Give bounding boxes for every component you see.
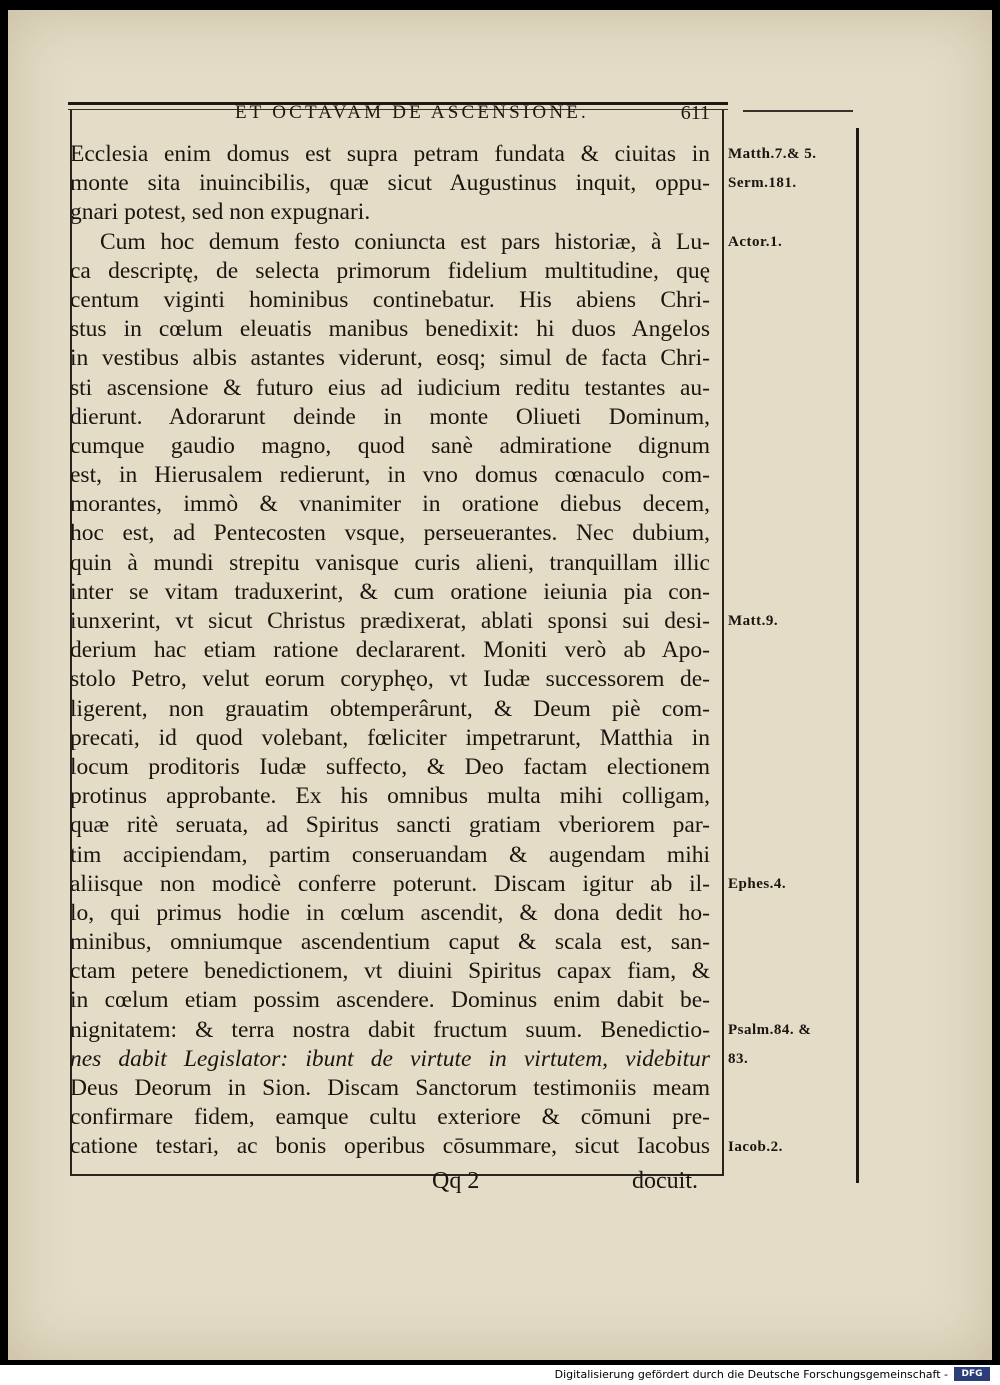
text-line: est, in Hierusalem redierunt, in vno domus cœnaculo com- — [70, 462, 710, 489]
text-line: Cum hoc demum festo coniuncta est pars historiæ, à Lu- — [100, 228, 710, 255]
text-line: lo, qui primus hodie in cœlum ascendit, & dona dedit ho- — [70, 899, 710, 926]
text-line: morantes, immò & vnanimiter in oratione diebus decem, — [70, 491, 710, 518]
text-line: in cœlum etiam possim ascendere. Dominus enim dabit be- — [70, 987, 710, 1014]
signature-mark: Qq 2 — [432, 1168, 480, 1194]
text-line: confirmare fidem, eamque cultu exteriore & cōmuni pre- — [70, 1104, 710, 1131]
right-border-rule — [856, 128, 859, 1183]
text-line: dierunt. Adorarunt deinde in monte Olіueti Dominum, — [70, 403, 710, 430]
marginal-note: Serm.181. — [728, 175, 797, 192]
text-line: derium hac etiam ratione declararent. Moniti verò ab Apo- — [70, 637, 710, 664]
marginal-note: Iacob.2. — [728, 1138, 783, 1155]
text-line: precati, id quod volebant, fœliciter impetrarunt, Matthia in — [70, 724, 710, 751]
text-line: stolo Petro, velut eorum coryphęo, vt Iudæ successorem de- — [70, 666, 710, 693]
inner-column-rule — [722, 110, 724, 1175]
marginal-note: 83. — [728, 1051, 749, 1068]
text-line: in vestibus albis astantes viderunt, eosq; simul de facta Chri- — [70, 345, 710, 372]
marginal-note: Psalm.84. & — [728, 1022, 812, 1038]
marginal-note: Matt.9. — [728, 613, 779, 630]
text-line: monte sita inuincibilis, quæ sicut Augustinus inquit, oppu- — [70, 170, 710, 197]
margin-top-rule — [743, 110, 853, 112]
text-line: minibus, omniumque ascendentium caput & scala est, san- — [70, 929, 710, 956]
text-line: quæ ritè seruata, ad Spiritus sancti gratiam vberiorem par- — [70, 812, 710, 839]
text-line: ligerent, non grauatim obtemperârunt, & Deum piè com- — [70, 695, 710, 722]
running-head: ET OCTAVAM DE ASCENSIONE. — [234, 102, 589, 123]
marginal-note: Ephes.4. — [728, 876, 787, 892]
text-line: tim accipiendam, partim conseruandam & augendam mihi — [70, 841, 710, 868]
text-line: locum proditoris Iudæ suffecto, & Deo factam electionem — [70, 753, 710, 780]
footer-bar — [0, 1365, 1000, 1385]
text-line: ca descriptę, de selecta primorum fidelium multitudine, quę — [70, 257, 710, 284]
text-line: nignitatem: & terra nostra dabit fructum suum. Benedictio- — [70, 1016, 710, 1043]
text-line: cumque gaudio magno, quod sanè admiratione dignum — [70, 432, 710, 459]
text-line: catione testari, ac bonis operibus cōsummare, sicut Iacobus — [70, 1133, 710, 1160]
text-line: inter se vitam traduxerint, & cum oratione ieiunia pia con- — [70, 578, 710, 605]
text-line: nes dabit Legislator: ibunt de virtute in virtutem, videbitur — [70, 1045, 710, 1072]
text-line: gnari potest, sed non expugnari. — [70, 199, 371, 226]
text-line: iunxerint, vt sicut Christus prædixerat, ablati sponsi sui desi- — [70, 608, 710, 634]
text-line: protinus approbante. Ex his omnibus multa mihi colligam, — [70, 783, 710, 810]
text-line: stus in cœlum eleuatis manibus benedixit: hi duos Angelos — [70, 316, 710, 343]
folio-number: 611 — [680, 102, 710, 124]
text-line: centum viginti hominibus continebatur. His abiens Chri- — [70, 286, 710, 313]
dfg-logo: DFG — [954, 1367, 990, 1381]
text-line: Deus Deorum in Sion. Discam Sanctorum testimoniis meam — [70, 1075, 710, 1101]
text-line: aliisque non modicè conferre poterunt. Discam igitur ab il- — [70, 870, 710, 897]
main-text-block — [70, 140, 710, 1162]
marginal-note: Actor.1. — [728, 233, 783, 250]
text-line: hoc est, ad Pentecosten vsque, perseuerantes. Nec dubium, — [70, 520, 710, 547]
marginal-note: Matth.7.& 5. — [728, 146, 817, 162]
text-line: quin à mundi strepitu vanisque curis alieni, tranquillam illic — [70, 549, 710, 576]
text-line: ctam petere benedictionem, vt diuini Spiritus capax fiam, & — [70, 958, 710, 985]
bottom-rule — [70, 1174, 724, 1176]
page-header — [70, 102, 710, 132]
funding-credit: Digitalisierung gefördert durch die Deutsche Forschungsgemeinschaft - — [554, 1368, 948, 1381]
text-line: sti ascensione & futuro eius ad iudicium reditu testantes au- — [70, 374, 710, 401]
text-line: Ecclesia enim domus est supra petram fundata & ciuitas in — [70, 141, 710, 167]
catchword: docuit. — [632, 1168, 698, 1194]
